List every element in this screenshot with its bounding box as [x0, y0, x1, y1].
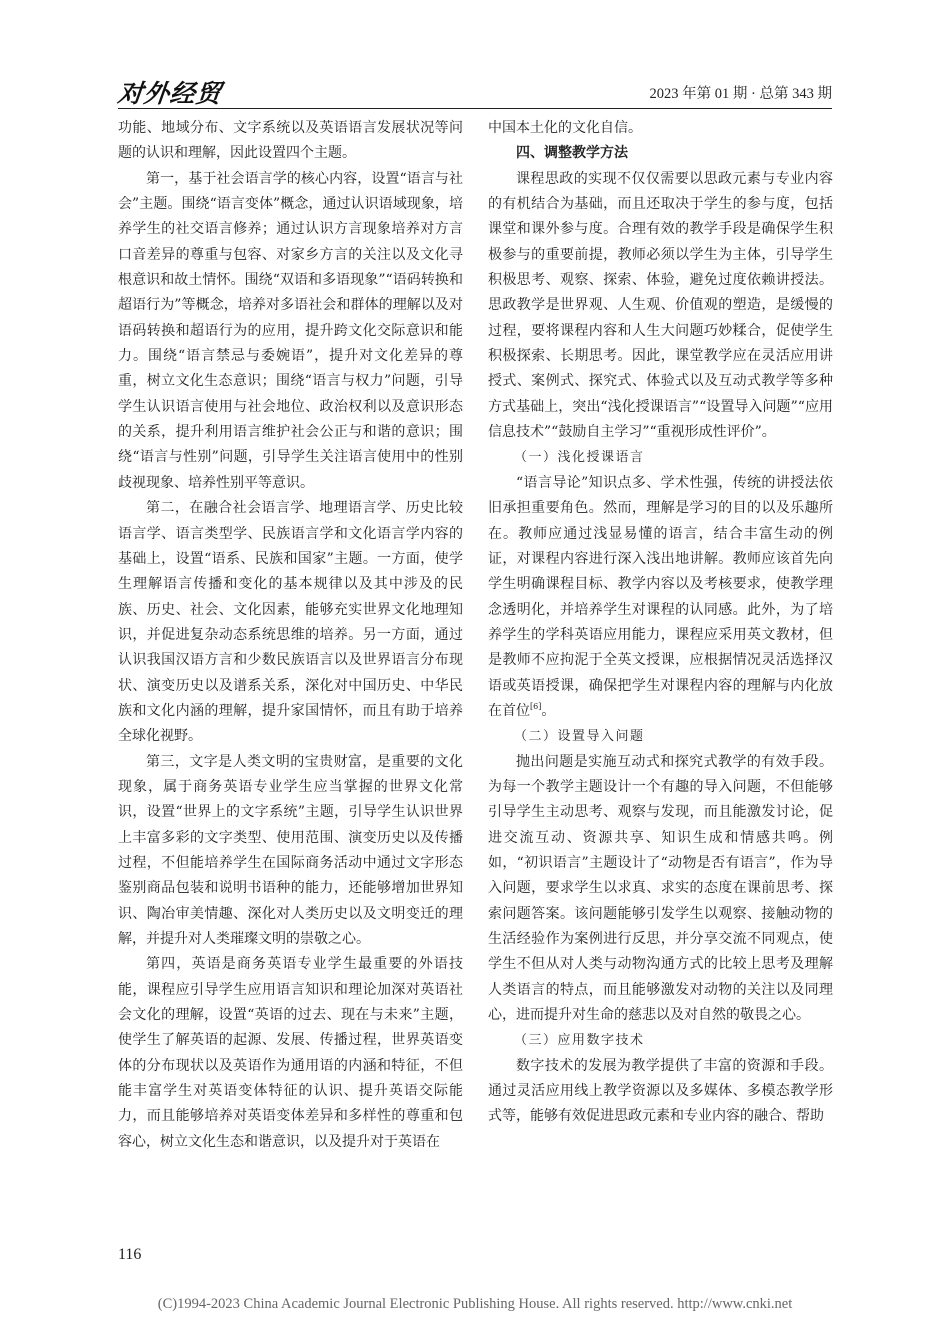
paragraph: 中国本土化的文化自信。 [488, 120, 642, 136]
paragraph [488, 471, 833, 724]
subsection-heading: （一）浅化授课语言 [514, 450, 645, 466]
paragraph-text: “语言导论”知识点多、学术性强，传统的讲授法依旧承担重要角色。然而，理解是学习的目的以及乐趣所在。教师应通过浅显易懂的语言，结合丰富生动的例证，对课程内容进行深入浅出地讲解。教师应该首先向学生明确课程目标、教学内容以及考核要求，使教学理念透明化，并培养学生对课程的认同感。此外，为了培养学生的学科英语应用能力，课程应采用英文教材，但是教师不应拘泥于全英文授课，应根据情况灵活选择汉语或英语授课，确保把学生对课程内容的理解与内化放在首位 [488, 474, 833, 719]
left-column [118, 116, 463, 1155]
paragraph: 第二，在融合社会语言学、地理语言学、历史比较语言学、语言类型学、民族语言学和文化语言学内容的基础上，设置“语系、民族和国家”主题。一方面，使学生理解语言传播和变化的基本规律以及其中涉及的民族、历史、社会、文化因素，能够充实世界文化地理知识，并促进复杂动态系统思维的培养。另一方面，通过认识我国汉语方言和少数民族语言以及世界语言分布现状、演变历史以及谱系关系，深化对中国历史、中华民族和文化内涵的理解，提升家国情怀，而且有助于培养全球化视野。 [118, 500, 463, 745]
paragraph: 抛出问题是实施互动式和探究式教学的有效手段。为每一个教学主题设计一个有趣的导入问题，不但能够引导学生主动思考、观察与发现，而且能激发讨论，促进交流互动、资源共享、知识生成和情感共鸣。例如，“初识语言”主题设计了“动物是否有语言”，作为导入问题，要求学生以求真、求实的态度在课前思考、探索问题答案。该问题能够引发学生以观察、接触动物的生活经验作为案例进行反思，并分享交流不同观点，使学生不但从对人类与动物沟通方式的比较上思考及理解人类语言的特点，而且能够激发对动物的关注以及同理心，进而提升对生命的慈悲以及对自然的敬畏之心。 [488, 753, 833, 1024]
right-column [488, 116, 833, 1130]
subsection-heading: （三）应用数字技术 [514, 1033, 645, 1049]
paragraph: 第一，基于社会语言学的核心内容，设置“语言与社会”主题。围绕“语言变体”概念，通过认识语域现象，培养学生的社交语言修养；通过认识方言现象培养对方言口音差异的尊重与包容、对家乡方言的关注以及文化寻根意识和故土情怀。围绕“双语和多语现象”“语码转换和超语行为”等概念，培养对多语社会和群体的理解以及对语码转换和超语行为的应用，提升跨文化交际意识和能力。围绕“语言禁忌与委婉语”，提升对文化差异的尊重，树立文化生态意识；围绕“语言与权力”问题，引导学生认识语言使用与社会地位、政治权利以及意识形态的关系，提升利用语言维护社会公正与和谐的意识；围绕“语言与性别”问题，引导学生关注语言使用中的性别歧视现象、培养性别平等意识。 [118, 170, 463, 491]
copyright-footer: (C)1994-2023 China Academic Journal Electronic Publishing House. All rights reserved. http://www.cnki.net [157, 1296, 793, 1312]
journal-logo: 对外经贸 [116, 79, 224, 108]
paragraph: 课程思政的实现不仅仅需要以思政元素与专业内容的有机结合为基础，而且还取决于学生的参与度，包括课堂和课外参与度。合理有效的教学手段是确保学生积极参与的重要前提，教师必须以学生为主体，引导学生积极思考、观察、探索、体验，避免过度依赖讲授法。思政教学是世界观、人生观、价值观的塑造，是缓慢的过程，要将课程内容和人生大问题巧妙糅合，促使学生积极探索、长期思考。因此，课堂教学应在灵活应用讲授式、案例式、探究式、体验式以及互动式教学等多种方式基础上，突出“浅化授课语言”“设置导入问题”“应用信息技术”“鼓励自主学习”“重视形成性评价”。 [488, 170, 833, 441]
paragraph-end: 。 [541, 702, 556, 719]
paragraph: 数字技术的发展为教学提供了丰富的资源和手段。通过灵活应用线上教学资源以及多媒体、多模态教学形式等，能够有效促进思政元素和专业内容的融合、帮助 [488, 1057, 833, 1125]
paragraph: 第三，文字是人类文明的宝贵财富，是重要的文化现象，属于商务英语专业学生应当掌握的世界文化常识，设置“世界上的文字系统”主题，引导学生认识世界上丰富多彩的文字类型、使用范围、演变历史以及传播过程，不但能培养学生在国际商务活动中通过文字形态鉴别商品包装和说明书语种的能力，还能够增加世界知识、陶冶审美情趣、深化对人类历史以及文明变迁的理解，并提升对人类璀璨文明的崇敬之心。 [118, 753, 463, 947]
citation-ref[interactable]: [6] [530, 701, 542, 711]
issue-info: 2023 年第 01 期 · 总第 343 期 [649, 86, 832, 102]
page-number: 116 [118, 1246, 142, 1263]
paragraph: 功能、地域分布、文字系统以及英语语言发展状况等问题的认识和理解，因此设置四个主题。 [118, 120, 463, 162]
page-header [118, 74, 832, 109]
section-heading: 四、调整教学方法 [516, 145, 628, 162]
paragraph: 第四，英语是商务英语专业学生最重要的外语技能，课程应引导学生应用语言知识和理论加深对英语社会文化的理解，设置“英语的过去、现在与未来”主题，使学生了解英语的起源、发展、传播过程，世界英语变体的分布现状以及英语作为通用语的内涵和特征，不但能丰富学生对英语变体特征的认识、提升英语交际能力，而且能够培养对英语变体差异和多样性的尊重和包容心，树立文化生态和谐意识，以及提升对于英语在 [118, 956, 463, 1150]
subsection-heading: （二）设置导入问题 [514, 729, 645, 745]
